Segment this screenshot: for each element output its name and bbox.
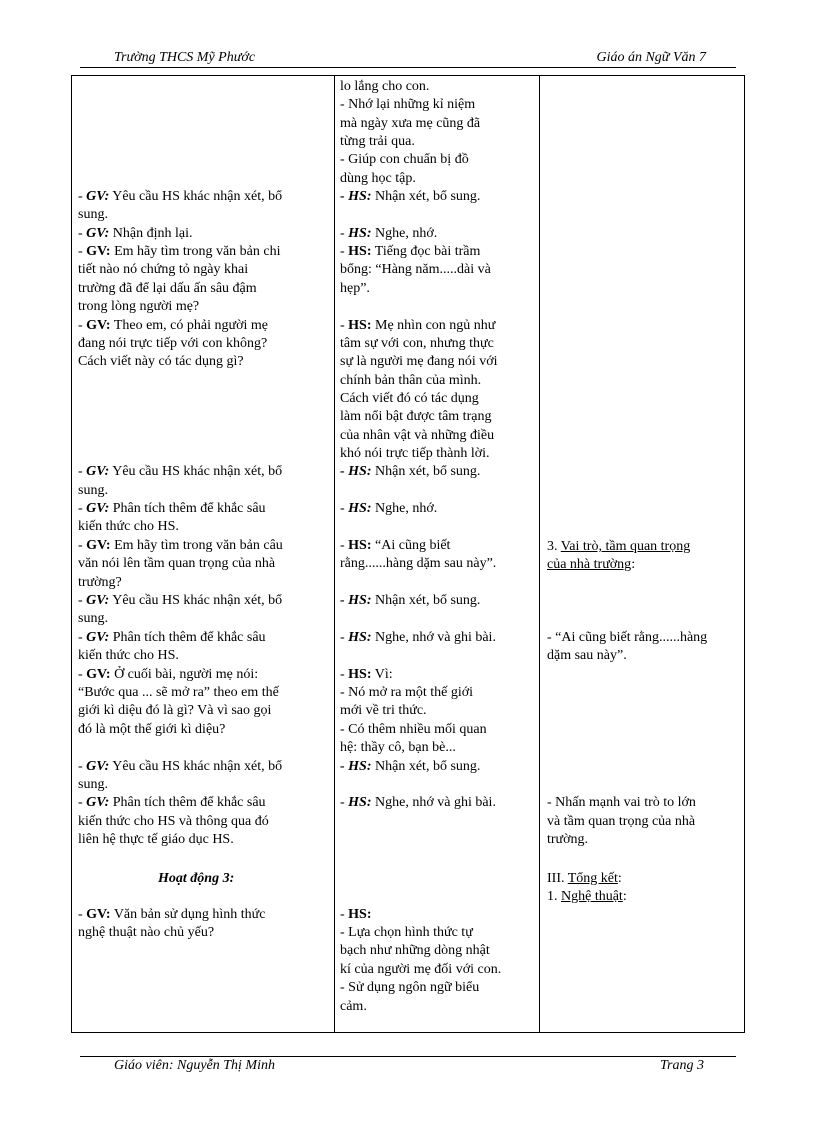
teacher-line: - GV: Văn bản sử dụng hình thức <box>78 907 266 922</box>
school-name: Trường THCS Mỹ Phước <box>114 50 256 65</box>
student-line: - HS: Tiếng đọc bài trầm <box>340 244 481 259</box>
student-line: mới về tri thức. <box>340 703 427 718</box>
student-line: cảm. <box>340 999 367 1014</box>
student-line: - HS: Vì: <box>340 667 393 682</box>
student-line: sự là người mẹ đang nói với <box>340 354 498 369</box>
page-number: Trang 3 <box>660 1058 704 1073</box>
column-divider-1 <box>334 76 335 1032</box>
teacher-line: trong lòng người mẹ? <box>78 299 200 314</box>
student-line: - HS: Nghe, nhớ và ghi bài. <box>340 630 496 645</box>
teacher-line: - GV: Theo em, có phải người mẹ <box>78 318 268 333</box>
teacher-line: trường đã để lại dấu ấn sâu đậm <box>78 281 257 296</box>
student-line: - Lựa chọn hình thức tự <box>340 925 473 940</box>
content-line: dặm sau này”. <box>547 648 627 663</box>
teacher-line: sung. <box>78 777 108 792</box>
teacher-line: liên hệ thực tế giáo dục HS. <box>78 832 234 847</box>
student-line: - HS: Nghe, nhớ. <box>340 501 438 516</box>
teacher-line: đó là một thế giới kì diệu? <box>78 722 226 737</box>
student-line: Cách viết đó có tác dụng <box>340 391 479 406</box>
teacher-line: - GV: Yêu cầu HS khác nhận xét, bổ <box>78 759 283 774</box>
section-heading: III. Tổng kết: <box>547 871 622 886</box>
subject-title: Giáo án Ngữ Văn 7 <box>596 50 706 65</box>
content-line: và tầm quan trọng của nhà <box>547 814 696 829</box>
teacher-line: - GV: Phân tích thêm để khắc sâu <box>78 630 266 645</box>
teacher-line: - GV: Yêu cầu HS khác nhận xét, bổ <box>78 593 283 608</box>
student-line: - HS: Nghe, nhớ và ghi bài. <box>340 795 496 810</box>
header-rule <box>80 67 736 68</box>
student-line: - Có thêm nhiều mối quan <box>340 722 487 737</box>
student-line: hệ: thầy cô, bạn bè... <box>340 740 456 755</box>
footer-rule <box>80 1056 736 1057</box>
student-line: khó nói trực tiếp thành lời. <box>340 446 490 461</box>
student-line: - Sử dụng ngôn ngữ biểu <box>340 980 480 995</box>
student-line: hẹp”. <box>340 281 370 296</box>
student-line: - Giúp con chuẩn bị đồ <box>340 152 469 167</box>
activity-heading: Hoạt động 3: <box>158 871 235 886</box>
student-line: - Nhớ lại những kỉ niệm <box>340 97 476 112</box>
student-line: - HS: Mẹ nhìn con ngủ như <box>340 318 496 333</box>
page-header <box>80 50 736 68</box>
page-footer <box>80 1058 736 1076</box>
teacher-line: - GV: Em hãy tìm trong văn bản câu <box>78 538 283 553</box>
student-line: - HS: Nhận xét, bổ sung. <box>340 464 481 479</box>
student-line: mà ngày xưa mẹ cũng đã <box>340 116 481 131</box>
section-heading: 1. Nghệ thuật: <box>547 889 627 904</box>
student-line: lo lắng cho con. <box>340 79 430 94</box>
student-line: làm nổi bật được tâm trạng <box>340 409 492 424</box>
student-line: - HS: <box>340 907 372 922</box>
section-heading: của nhà trường: <box>547 557 636 572</box>
student-line: - HS: Nhận xét, bổ sung. <box>340 189 481 204</box>
teacher-line: - GV: Ở cuối bài, người mẹ nói: <box>78 667 259 682</box>
student-line: - HS: Nghe, nhớ. <box>340 226 438 241</box>
student-line: dùng học tập. <box>340 171 416 186</box>
student-line: - Nó mở ra một thế giới <box>340 685 474 700</box>
student-line: - HS: “Ai cũng biết <box>340 538 451 553</box>
teacher-line: tiết nào nó chứng tỏ ngày khai <box>78 262 249 277</box>
lesson-table <box>71 75 745 1033</box>
teacher-line: kiến thức cho HS. <box>78 519 179 534</box>
teacher-line: văn nói lên tầm quan trọng của nhà <box>78 556 276 571</box>
teacher-line: - GV: Em hãy tìm trong văn bản chi <box>78 244 281 259</box>
teacher-line: sung. <box>78 207 108 222</box>
teacher-line: - GV: Phân tích thêm để khắc sâu <box>78 501 266 516</box>
student-line: bổng: “Hàng năm.....dài và <box>340 262 491 277</box>
teacher-line: sung. <box>78 483 108 498</box>
content-line: - “Ai cũng biết rằng......hàng <box>547 630 708 645</box>
section-heading: 3. Vai trò, tầm quan trọng <box>547 539 691 554</box>
teacher-line: “Bước qua ... sẽ mở ra” theo em thế <box>78 685 279 700</box>
student-line: rằng......hàng dặm sau này”. <box>340 556 497 571</box>
teacher-line: nghệ thuật nào chủ yếu? <box>78 925 215 940</box>
student-line: - HS: Nhận xét, bổ sung. <box>340 759 481 774</box>
student-line: từng trải qua. <box>340 134 415 149</box>
content-line: - Nhấn mạnh vai trò to lớn <box>547 795 696 810</box>
content-line: trường. <box>547 832 589 847</box>
teacher-line: - GV: Nhận định lại. <box>78 226 193 241</box>
teacher-line: Cách viết này có tác dụng gì? <box>78 354 244 369</box>
teacher-line: - GV: Yêu cầu HS khác nhận xét, bổ <box>78 189 283 204</box>
student-line: kí của người mẹ đối với con. <box>340 962 502 977</box>
teacher-line: kiến thức cho HS và thông qua đó <box>78 814 269 829</box>
student-line: của nhân vật và những điều <box>340 428 495 443</box>
student-line: bạch như những dòng nhật <box>340 943 490 958</box>
teacher-line: sung. <box>78 611 108 626</box>
teacher-name: Giáo viên: Nguyễn Thị Minh <box>114 1058 275 1073</box>
teacher-line: - GV: Phân tích thêm để khắc sâu <box>78 795 266 810</box>
student-line: chính bản thân của mình. <box>340 373 482 388</box>
teacher-line: giới kì diệu đó là gì? Và vì sao gọi <box>78 703 272 718</box>
teacher-line: trường? <box>78 575 122 590</box>
column-divider-2 <box>539 76 540 1032</box>
teacher-line: - GV: Yêu cầu HS khác nhận xét, bổ <box>78 464 283 479</box>
teacher-line: kiến thức cho HS. <box>78 648 179 663</box>
teacher-line: đang nói trực tiếp với con không? <box>78 336 268 351</box>
student-line: tâm sự với con, nhưng thực <box>340 336 494 351</box>
student-line: - HS: Nhận xét, bổ sung. <box>340 593 481 608</box>
